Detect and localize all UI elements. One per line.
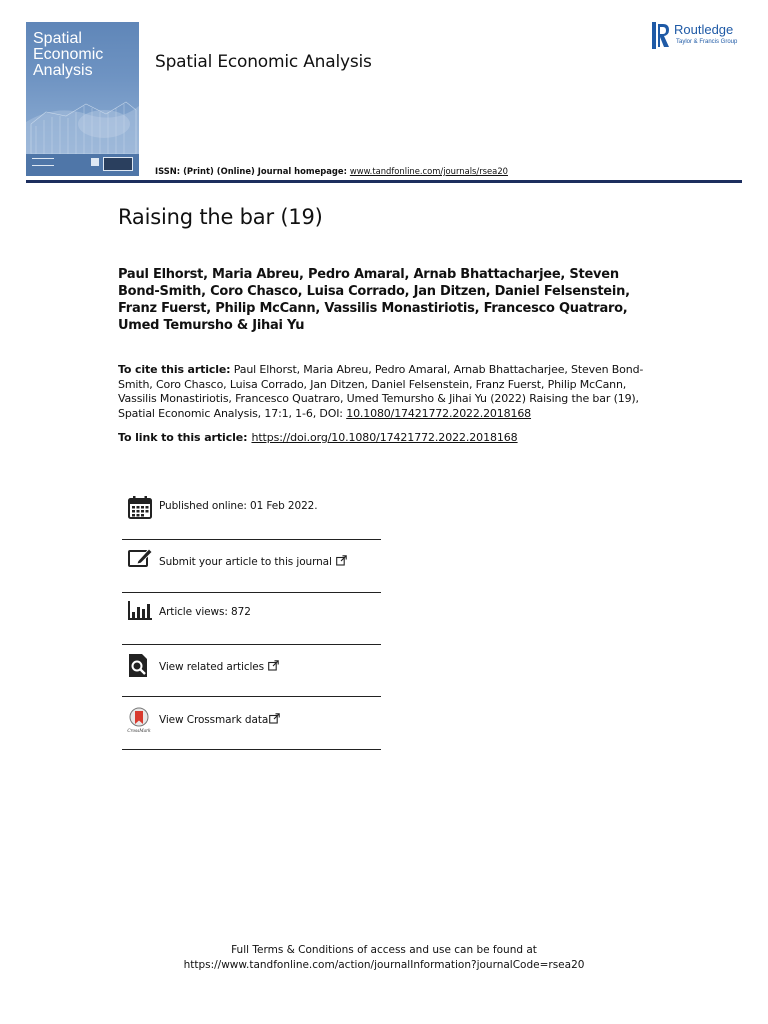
divider xyxy=(122,644,381,645)
external-link-icon xyxy=(336,555,347,566)
cite-doi-link[interactable]: 10.1080/17421772.2022.2018168 xyxy=(346,406,532,420)
cover-footer-strip xyxy=(26,154,139,176)
cover-title-line: Analysis xyxy=(33,62,93,79)
article-authors: Paul Elhorst, Maria Abreu, Pedro Amaral, Arnab Bhattacharjee, Steven Bond-Smith, Coro Chasco, Luisa Corrado, Jan Ditzen, Daniel Felsenstein, Franz Fuerst, Philip McCann, Vassilis Monastiriotis, Francesco Quatraro, Umed Temursho & Jihai Yu xyxy=(118,267,630,333)
cover-title-line: Economic xyxy=(33,46,104,63)
footer-terms xyxy=(0,943,768,972)
bar-chart-icon xyxy=(127,598,153,624)
cover-artwork xyxy=(26,84,139,164)
cite-text: Paul Elhorst, Maria Abreu, Pedro Amaral, Arnab Bhattacharjee, Steven Bond-Smith, Coro Chasco, Luisa Corrado, Jan Ditzen, Daniel Felsenstein, Franz Fuerst, Philip McCann, Vassilis Monastiriotis, Francesco Quatraro, Umed Temursho & Jihai Yu (2022) Raising the bar (19), Spatial Economic Analysis, 17:1, 1-6, DOI: xyxy=(118,363,644,420)
submit-article-row[interactable] xyxy=(122,544,381,596)
publisher-name: Routledge xyxy=(674,22,734,37)
crossmark-icon xyxy=(127,707,153,733)
edit-icon xyxy=(127,546,153,572)
article-views-row xyxy=(122,596,381,648)
article-views-label: Article views: 872 xyxy=(159,606,251,618)
issn-line xyxy=(155,166,508,176)
related-articles-label[interactable] xyxy=(159,660,279,673)
divider xyxy=(122,592,381,593)
link-label: To link to this article: xyxy=(118,431,248,444)
svg-text:CrossMark: CrossMark xyxy=(127,728,151,733)
journal-cover-image xyxy=(26,22,139,176)
calendar-icon xyxy=(127,494,153,520)
routledge-r-icon xyxy=(652,22,670,49)
publisher-logo[interactable] xyxy=(652,20,752,50)
published-online-label: Published online: 01 Feb 2022. xyxy=(159,500,318,512)
related-articles-row[interactable] xyxy=(122,649,381,701)
search-document-icon xyxy=(127,653,153,679)
article-link-line xyxy=(118,431,518,444)
publisher-subtitle: Taylor & Francis Group xyxy=(676,39,738,45)
article-doi-link[interactable]: https://doi.org/10.1080/17421772.2022.2018168 xyxy=(251,431,518,444)
submit-article-label[interactable] xyxy=(159,555,347,568)
related-articles-text[interactable]: View related articles xyxy=(159,661,265,673)
cover-title xyxy=(33,31,137,79)
cite-label: To cite this article: xyxy=(118,363,231,376)
footer-terms-link[interactable]: https://www.tandfonline.com/action/journalInformation?journalCode=rsea20 xyxy=(183,958,585,971)
external-link-icon xyxy=(269,713,280,724)
submit-article-text[interactable]: Submit your article to this journal xyxy=(159,556,332,568)
citation-block xyxy=(118,363,648,421)
footer-line: Full Terms & Conditions of access and use can be found at xyxy=(231,944,537,956)
published-online-row xyxy=(122,490,381,542)
issn-text: ISSN: (Print) (Online) Journal homepage: xyxy=(155,166,350,176)
cover-title-line: Spatial xyxy=(33,30,82,47)
crossmark-row[interactable] xyxy=(122,701,381,753)
external-link-icon xyxy=(268,660,279,671)
journal-homepage-link[interactable]: www.tandfonline.com/journals/rsea20 xyxy=(349,166,508,176)
header-divider xyxy=(26,180,742,183)
divider xyxy=(122,749,381,750)
article-title: Raising the bar (19) xyxy=(118,205,323,229)
divider xyxy=(122,696,381,697)
crossmark-label[interactable] xyxy=(159,713,280,726)
divider xyxy=(122,539,381,540)
journal-name: Spatial Economic Analysis xyxy=(155,52,372,72)
crossmark-text[interactable]: View Crossmark data xyxy=(159,714,269,726)
